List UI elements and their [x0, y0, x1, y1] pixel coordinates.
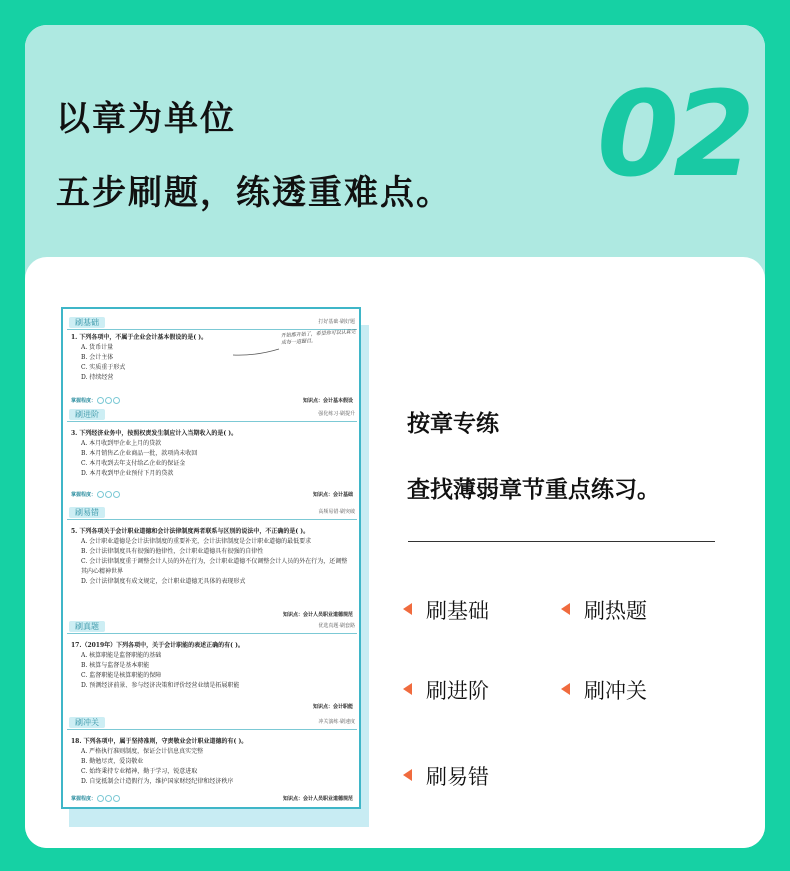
book-page: [61, 307, 361, 809]
section-header-advanced: [67, 409, 357, 422]
mastery-label: 掌握程度：: [71, 398, 97, 404]
triangle-bullet-icon: [561, 683, 570, 695]
option: C. 会计法律制度重于调整会计人员的外在行为，会计职业道德不仅调整会计人员的外在行为，还调整其内心精神世界: [81, 558, 348, 575]
section-tab: 刷进阶: [69, 409, 105, 420]
header-title-line1: 以章为单位: [56, 99, 236, 139]
section-note: 冲关演练·刷速度: [318, 719, 355, 725]
feature-label: 刷基础: [426, 599, 489, 623]
question-stem: 1. 下列各项中，不属于企业会计基本假设的是( )。: [71, 334, 208, 341]
question-block: [71, 527, 353, 587]
option: A. 严格执行准则制度，保证会计信息真实完整: [81, 748, 204, 755]
section-note: 高频易错·刷突破: [318, 509, 355, 515]
feature-item-advanced: [403, 675, 489, 705]
divider: [408, 541, 715, 542]
option: B. 勤勉尽责，爱岗敬业: [81, 758, 144, 765]
feature-subtitle: 查找薄弱章节重点练习。: [407, 477, 660, 503]
feature-label: 刷冲关: [584, 679, 647, 703]
mastery-label: 掌握程度：: [71, 492, 97, 498]
triangle-bullet-icon: [403, 603, 412, 615]
mastery-rating: [71, 491, 120, 498]
question-block: [71, 429, 353, 479]
feature-item-final: [561, 675, 647, 705]
triangle-bullet-icon: [561, 603, 570, 615]
option: C. 监督职能是核算职能的保障: [81, 672, 162, 679]
mastery-rating: [71, 397, 120, 404]
option: A. 货币计量: [81, 344, 114, 351]
option: A. 本月收到甲企业上月的贷款: [81, 440, 162, 447]
option: D. 预测经济前景、参与经济决策和评价经营业绩是拓展职能: [81, 682, 240, 689]
content-panel: [25, 257, 765, 848]
header-banner: [25, 25, 765, 285]
section-note: 优选真题·刷套路: [318, 623, 355, 629]
knowledge-point: 知识点：会计人员职业道德规范: [282, 796, 353, 802]
knowledge-point: 知识点：会计基本假设: [302, 398, 353, 404]
section-header-final: [67, 717, 357, 730]
section-number: 02: [597, 65, 750, 203]
hand-arrow-icon: [231, 347, 281, 357]
option: A. 会计职业道德是会计法律制度的重要补充，会计法律制度是会计职业道德的最低要求: [81, 538, 312, 545]
option: C. 实质重于形式: [81, 364, 126, 371]
option: A. 核算职能是监督职能的基础: [81, 652, 162, 659]
section-tab: 刷易错: [69, 507, 105, 518]
option: D. 会计法律制度有成文规定，会计职业道德无具体的表现形式: [81, 578, 246, 585]
option: D. 自觉抵制会计造假行为，维护国家财经纪律和经济秩序: [81, 778, 234, 785]
option: B. 会计主体: [81, 354, 114, 361]
card-frame: [25, 25, 765, 848]
feature-item-basic: [403, 595, 489, 625]
feature-label: 刷进阶: [426, 679, 489, 703]
header-title-line2: 五步刷题，练透重难点。: [56, 173, 452, 213]
hand-note: 开始都开始了，希望你可以认真完成每一道题目。: [280, 329, 356, 346]
section-header-errorprone: [67, 507, 357, 520]
mastery-rating: [71, 795, 120, 802]
option: C. 本月收到去年支付给乙企业的保证金: [81, 460, 186, 467]
feature-title: 按章专练: [407, 411, 499, 437]
option: B. 本月销售乙企业商品一批，款项尚未收回: [81, 450, 198, 457]
option: B. 会计法律制度具有很强的他律性，会计职业道德具有很强的自律性: [81, 548, 264, 555]
section-tab: 刷真题: [69, 621, 105, 632]
feature-item-errorprone: [403, 761, 489, 791]
triangle-bullet-icon: [403, 769, 412, 781]
knowledge-point: 知识点：会计基础: [312, 492, 353, 498]
triangle-bullet-icon: [403, 683, 412, 695]
feature-item-hot: [561, 595, 647, 625]
section-note: 强化练习·刷提升: [318, 411, 355, 417]
mastery-label: 掌握程度：: [71, 796, 97, 802]
question-stem: 18. 下列各项中，属于坚持准则，守责敬业会计职业道德的有( )。: [71, 738, 248, 745]
option: C. 始终秉持专业精神，勤于学习，锐意进取: [81, 768, 198, 775]
section-header-real-exam: [67, 621, 357, 634]
knowledge-point: 知识点：会计人员职业道德规范: [282, 612, 353, 618]
section-header-basic: [67, 317, 357, 330]
question-block: [71, 641, 353, 691]
question-stem: 17.（2019年）下列各项中，关于会计职能的表述正确的有( )。: [71, 642, 244, 649]
feature-label: 刷热题: [584, 599, 647, 623]
question-block: [71, 737, 353, 787]
option: D. 持续经营: [81, 374, 114, 381]
feature-label: 刷易错: [426, 765, 489, 789]
section-tab: 刷基础: [69, 317, 105, 328]
question-stem: 5. 下列各项关于会计职业道德和会计法律制度两者联系与区别的说法中，不正确的是( )。: [71, 528, 310, 535]
option: B. 核算与监督是基本职能: [81, 662, 150, 669]
knowledge-point: 知识点：会计职能: [312, 704, 353, 710]
section-note: 打好基础·刷好题: [318, 319, 355, 325]
option: D. 本月收到甲企业预付下月的贷款: [81, 470, 174, 477]
question-stem: 3. 下列经济业务中，按照权责发生制应计入当期收入的是( )。: [71, 430, 238, 437]
section-tab: 刷冲关: [69, 717, 105, 728]
